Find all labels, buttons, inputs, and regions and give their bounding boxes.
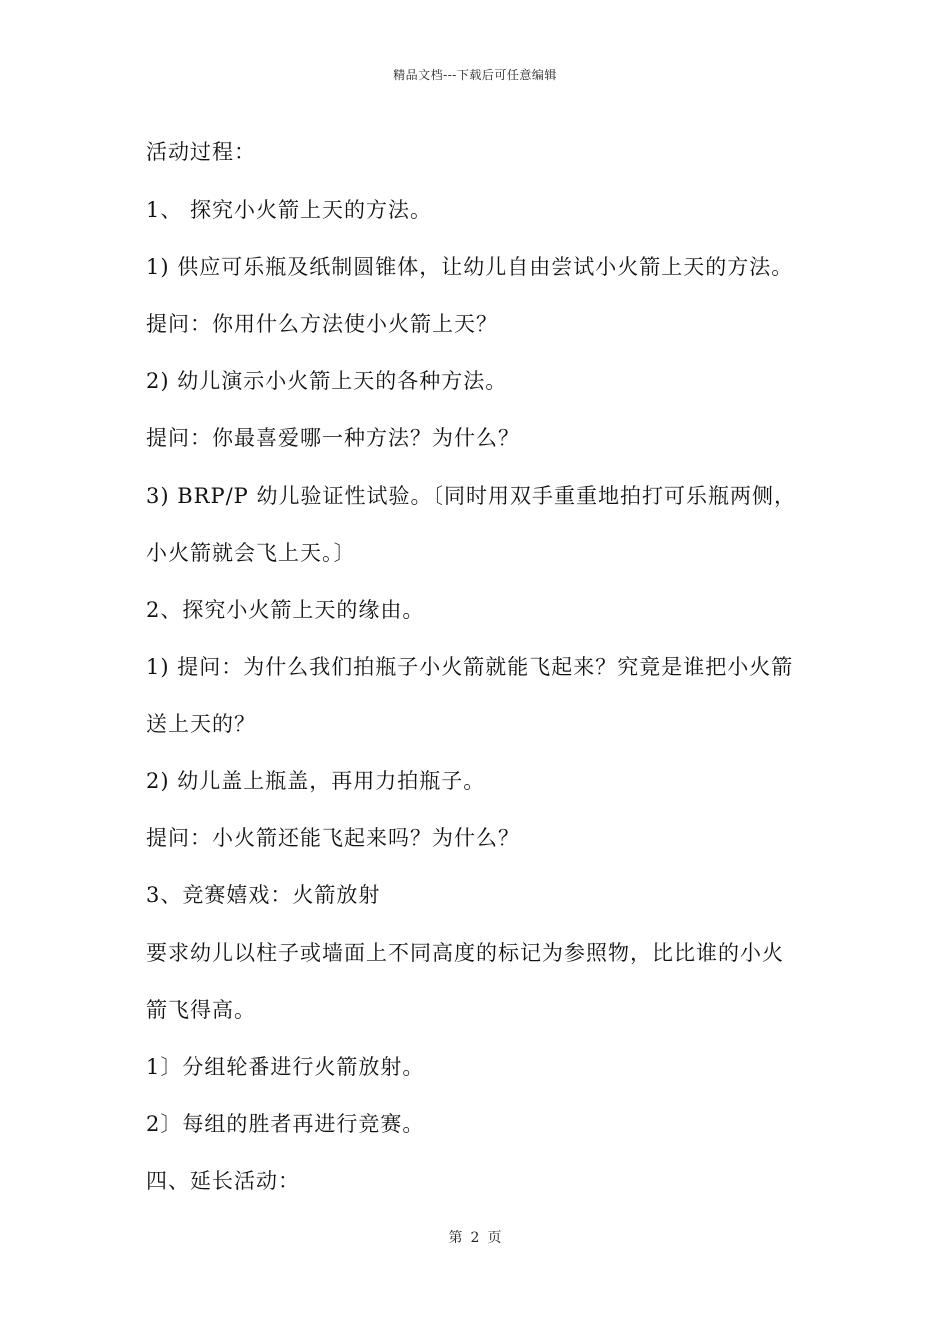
step-heading: 1、 探究小火箭上天的方法。 — [146, 198, 433, 222]
body-line: 2) 幼儿盖上瓶盖，再用力拍瓶子。 — [146, 769, 486, 793]
body-line: 1) 提问：为什么我们拍瓶子小火箭就能飞起来？究竟是谁把小火箭 — [146, 655, 794, 679]
body-line: 1) 供应可乐瓶及纸制圆锥体，让幼儿自由尝试小火箭上天的方法。 — [146, 255, 794, 279]
step-heading: 3、竞赛嬉戏：火箭放射 — [146, 883, 381, 907]
body-line: 2) 幼儿演示小火箭上天的各种方法。 — [146, 369, 508, 393]
body-line: 2〕每组的胜者再进行竞赛。 — [146, 1112, 425, 1136]
body-line: 3) BRP/P 幼儿验证性试验。〔同时用双手重重地拍打可乐瓶两侧， — [146, 484, 796, 508]
page-number-prefix: 第 — [448, 1230, 463, 1246]
page-number: 2 — [470, 1230, 480, 1246]
body-line: 要求幼儿以柱子或墙面上不同高度的标记为参照物，比比谁的小火 — [146, 941, 784, 965]
question-line: 提问：小火箭还能飞起来吗？为什么？ — [146, 826, 520, 850]
question-line: 提问：你用什么方法使小火箭上天？ — [146, 312, 498, 336]
body-line: 箭飞得高。 — [146, 998, 256, 1022]
question-line: 提问：你最喜爱哪一种方法？为什么？ — [146, 426, 520, 450]
body-line: 1〕分组轮番进行火箭放射。 — [146, 1055, 425, 1079]
body-line: 小火箭就会飞上天。〕 — [146, 541, 356, 565]
page-number-suffix: 页 — [487, 1230, 502, 1246]
section-heading: 活动过程： — [146, 140, 256, 164]
page-header: 精品文档---下载后可任意编辑 — [393, 68, 557, 82]
step-heading: 2、探究小火箭上天的缘由。 — [146, 598, 425, 622]
section-heading: 四、延长活动： — [146, 1169, 300, 1193]
body-line: 送上天的？ — [146, 712, 256, 736]
page-footer — [0, 1227, 950, 1247]
